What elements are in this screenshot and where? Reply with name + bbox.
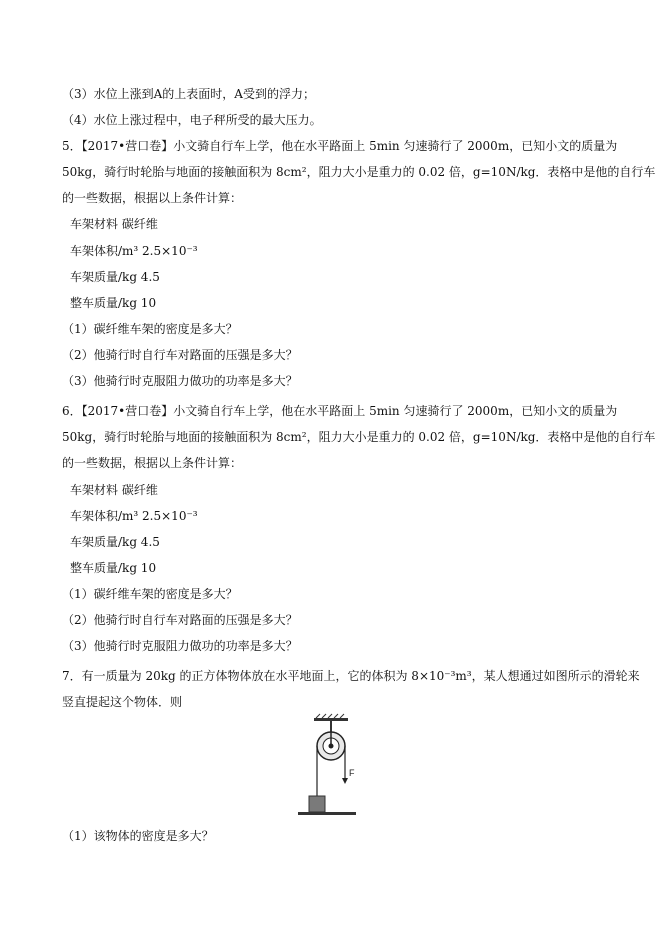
line-17: 车架体积/m³ 2.5×10⁻³ xyxy=(70,509,198,523)
line-16: 车架材料 碳纤维 xyxy=(70,483,158,497)
line-7: 车架体积/m³ 2.5×10⁻³ xyxy=(70,244,198,258)
pulley-figure xyxy=(294,712,360,818)
line-18: 车架质量/kg 4.5 xyxy=(70,535,160,549)
line-13: 6．【2017•营口卷】小文骑自行车上学，他在水平路面上 5min 匀速骑行了 2000m，已知小文的质量为 xyxy=(62,404,618,418)
ground xyxy=(298,812,356,815)
line-6: 车架材料 碳纤维 xyxy=(70,217,158,231)
line-23: 7．有一质量为 20kg 的正方体物体放在水平地面上，它的体积为 8×10⁻³m³，某人想通过如图所示的滑轮来 xyxy=(62,669,640,683)
line-2: （4）水位上涨过程中，电子秤所受的最大压力。 xyxy=(62,113,322,127)
line-3: 5．【2017•营口卷】小文骑自行车上学，他在水平路面上 5min 匀速骑行了 2000m，已知小文的质量为 xyxy=(62,139,618,153)
line-14: 50kg，骑行时轮胎与地面的接触面积为 8cm²，阻力大小是重力的 0.02 倍，g=10N/kg．表格中是他的自行车 xyxy=(62,430,656,444)
line-24: 竖直提起这个物体．则 xyxy=(62,695,183,709)
line-4: 50kg，骑行时轮胎与地面的接触面积为 8cm²，阻力大小是重力的 0.02 倍，g=10N/kg．表格中是他的自行车 xyxy=(62,165,656,179)
line-15: 的一些数据，根据以上条件计算： xyxy=(62,456,243,470)
line-21: （2）他骑行时自行车对路面的压强是多大？ xyxy=(62,613,298,627)
force-label: F xyxy=(349,768,355,778)
line-8: 车架质量/kg 4.5 xyxy=(70,270,160,284)
line-1: （3）水位上涨到A的上表面时，A受到的浮力； xyxy=(62,87,315,101)
line-25: （1）该物体的密度是多大？ xyxy=(62,829,214,843)
line-9: 整车质量/kg 10 xyxy=(70,296,157,310)
pulley-wheel xyxy=(317,732,345,760)
line-19: 整车质量/kg 10 xyxy=(70,561,157,575)
force-arrow xyxy=(342,776,348,784)
line-12: （3）他骑行时克服阻力做功的功率是多大？ xyxy=(62,374,298,388)
line-20: （1）碳纤维车架的密度是多大？ xyxy=(62,587,238,601)
ceiling-mount xyxy=(314,714,348,732)
line-22: （3）他骑行时克服阻力做功的功率是多大？ xyxy=(62,639,298,653)
line-10: （1）碳纤维车架的密度是多大？ xyxy=(62,322,238,336)
line-11: （2）他骑行时自行车对路面的压强是多大？ xyxy=(62,348,298,362)
block xyxy=(309,796,325,812)
line-5: 的一些数据，根据以上条件计算： xyxy=(62,191,243,205)
